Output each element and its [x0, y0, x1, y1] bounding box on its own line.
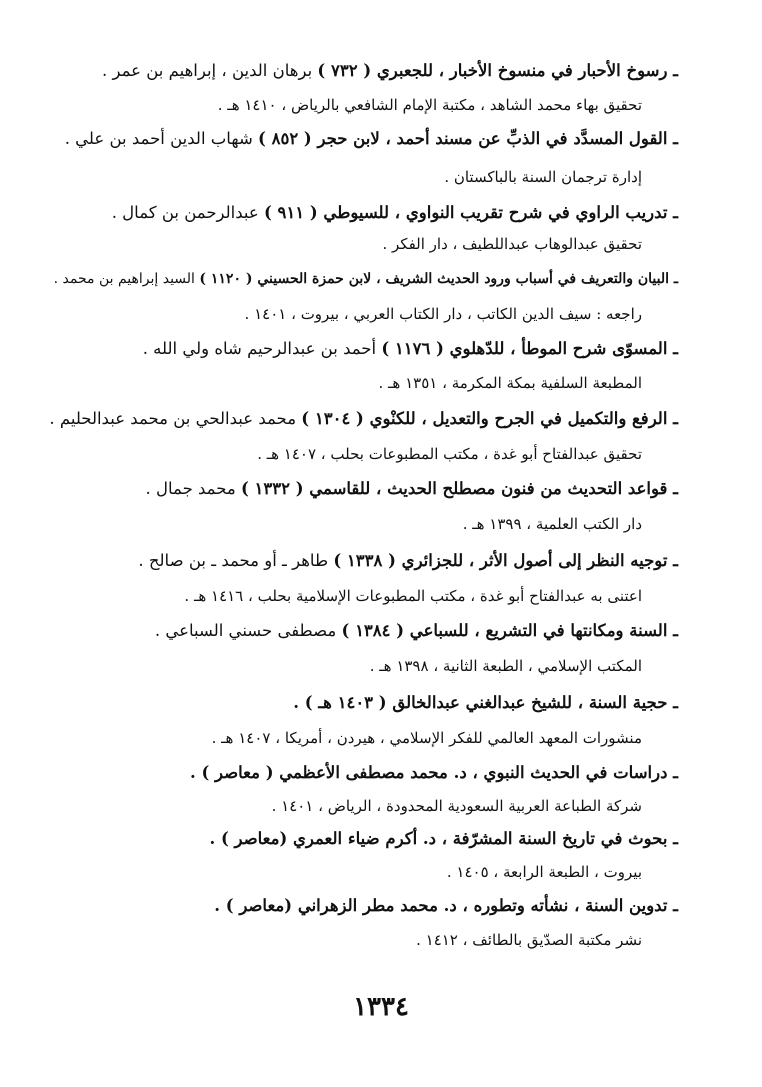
entry-title-line — [138, 550, 678, 572]
entry-author: محمد جمال . — [145, 479, 236, 498]
page-number: ١٣٣٤ — [353, 992, 409, 1022]
entry-title-line — [146, 478, 678, 500]
entry-author: عبدالرحمن بن كمال . — [111, 203, 259, 222]
entry-title-line — [102, 60, 678, 82]
entry-title-line — [54, 268, 678, 290]
entry-title-line — [293, 692, 678, 714]
entry-title: ـ بحوث في تاريخ السنة المشرّفة ، د. أكرم ضياء العمري (معاصر ) . — [209, 829, 678, 848]
entry-title: ـ توجيه النظر إلى أصول الأثر ، للجزائري ( ١٣٣٨ ) — [333, 551, 678, 570]
entry-title: ـ الرفع والتكميل في الجرح والتعديل ، للكنْوي ( ١٣٠٤ ) — [301, 409, 678, 428]
entry-publisher: تحقيق عبدالفتاح أبو غدة ، مكتب المطبوعات بحلب ، ١٤٠٧ هـ . — [257, 445, 642, 463]
entry-publisher: المكتب الإسلامي ، الطبعة الثانية ، ١٣٩٨ هـ . — [369, 657, 642, 675]
entry-title-line — [214, 895, 678, 917]
entry-publisher: منشورات المعهد العالمي للفكر الإسلامي ، هيردن ، أمريكا ، ١٤٠٧ هـ . — [211, 729, 642, 747]
entry-title: ـ قواعد التحديث من فنون مصطلح الحديث ، للقاسمي ( ١٣٣٢ ) — [240, 479, 678, 498]
entry-title-line — [209, 828, 678, 850]
entry-publisher: دار الكتب العلمية ، ١٣٩٩ هـ . — [462, 515, 642, 533]
entry-author: شهاب الدين أحمد بن علي . — [64, 129, 253, 148]
entry-author: السيد إبراهيم بن محمد . — [53, 271, 195, 287]
entry-publisher: نشر مكتبة الصدّيق بالطائف ، ١٤١٢ . — [416, 931, 642, 949]
entry-title-line — [65, 128, 678, 150]
entry-title: ـ رسوخ الأحبار في منسوخ الأخبار ، للجعبري ( ٧٣٢ ) — [317, 61, 678, 80]
entry-title: ـ السنة ومكانتها في التشريع ، للسباعي ( ١٣٨٤ ) — [341, 621, 678, 640]
entry-title-line — [143, 338, 678, 360]
entry-title: ـ حجية السنة ، للشيخ عبدالغني عبدالخالق ( ١٤٠٣ هـ ) . — [293, 693, 678, 712]
entry-title-line — [112, 202, 678, 224]
entry-title: ـ البيان والتعريف في أسباب ورود الحديث الشريف ، لابن حمزة الحسيني ( ١١٢٠ ) — [199, 271, 678, 287]
entry-publisher: شركة الطباعة العربية السعودية المحدودة ، الرياض ، ١٤٠١ . — [271, 797, 642, 815]
entry-publisher: تحقيق بهاء محمد الشاهد ، مكتبة الإمام الشافعي بالرياض ، ١٤١٠ هـ . — [217, 96, 642, 114]
entry-title: ـ القول المسدَّد في الذبِّ عن مسند أحمد ، لابن حجر ( ٨٥٢ ) — [258, 129, 678, 148]
entry-publisher: اعتنى به عبدالفتاح أبو غدة ، مكتب المطبوعات الإسلامية بحلب ، ١٤١٦ هـ . — [184, 587, 642, 605]
entry-title: ـ دراسات في الحديث النبوي ، د. محمد مصطفى الأعظمي ( معاصر ) . — [189, 763, 678, 782]
entry-title: ـ تدريب الراوي في شرح تقريب النواوي ، للسيوطي ( ٩١١ ) — [263, 203, 678, 222]
entry-title-line — [49, 408, 678, 430]
entry-author: محمد عبدالحي بن محمد عبدالحليم . — [49, 409, 297, 428]
entry-title-line — [155, 620, 678, 642]
entry-title: ـ المسوّى شرح الموطأ ، للدّهلوي ( ١١٧٦ ) — [381, 339, 678, 358]
entry-author: طاهر ـ أو محمد ـ بن صالح . — [138, 551, 329, 570]
entry-publisher: المطبعة السلفية بمكة المكرمة ، ١٣٥١ هـ . — [378, 374, 642, 392]
entry-publisher: إدارة ترجمان السنة بالباكستان . — [444, 168, 642, 186]
entry-title-line — [190, 762, 678, 784]
entry-author: أحمد بن عبدالرحيم شاه ولي الله . — [142, 339, 377, 358]
entry-title: ـ تدوين السنة ، نشأته وتطوره ، د. محمد مطر الزهراني (معاصر ) . — [214, 896, 678, 915]
entry-author: برهان الدين ، إبراهيم بن عمر . — [101, 61, 313, 80]
entry-publisher: راجعه : سيف الدين الكاتب ، دار الكتاب العربي ، بيروت ، ١٤٠١ . — [244, 305, 642, 323]
entry-author: مصطفى حسني السباعي . — [154, 621, 337, 640]
entry-publisher: بيروت ، الطبعة الرابعة ، ١٤٠٥ . — [446, 863, 642, 881]
entry-publisher: تحقيق عبدالوهاب عبداللطيف ، دار الفكر . — [382, 235, 642, 253]
